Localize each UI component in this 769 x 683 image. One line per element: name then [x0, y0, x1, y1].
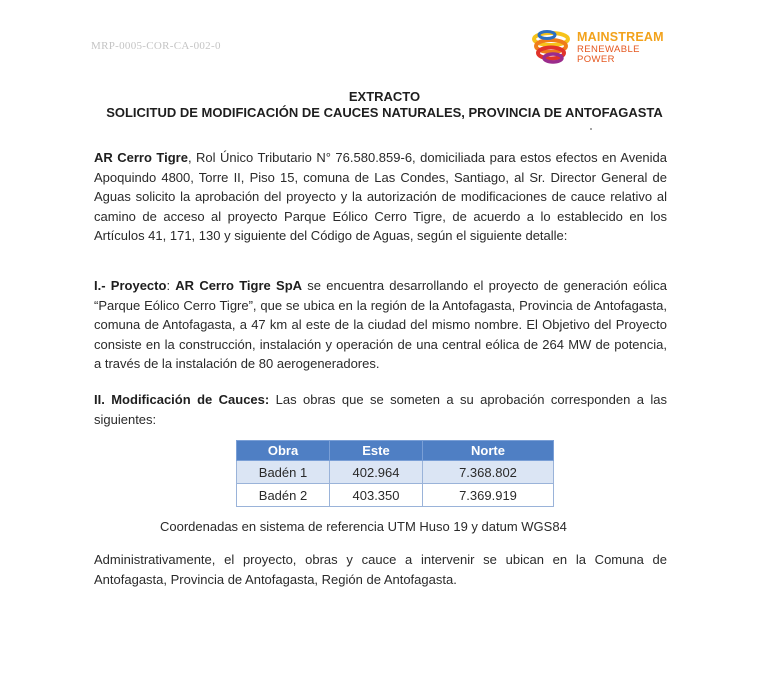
intro-paragraph: [94, 148, 667, 246]
table-row: [237, 484, 554, 507]
logo-text-power: POWER: [577, 54, 615, 65]
company-logo: [531, 27, 671, 67]
logo-text-mainstream: MAINSTREAM: [577, 30, 664, 44]
table-row: [237, 461, 554, 484]
project-company: AR Cerro Tigre SpA: [175, 278, 303, 293]
header-norte: Norte: [423, 441, 554, 461]
cauces-paragraph: [94, 390, 667, 429]
cell-obra: Badén 2: [237, 484, 330, 507]
title-solicitud: SOLICITUD DE MODIFICACIÓN DE CAUCES NATURALES, PROVINCIA DE ANTOFAGASTA: [106, 105, 663, 120]
cell-obra: Badén 1: [237, 461, 330, 484]
table-header-row: [237, 441, 554, 461]
project-text: se encuentra desarrollando el proyecto de generación eólica “Parque Eólico Cerro Tigre”, que se ubica en la región de la Antofagasta, Provincia de Antofagasta, comuna de Antofagasta, a 47 km al este de la ciudad del mismo nombre. El Objetivo del Proyecto consiste en la construcción, instalación y operación de una central eólica de 264 MW de potencia, a través de la instalación de 80 aerogeneradores.: [94, 278, 668, 371]
cell-norte: 7.368.802: [423, 461, 554, 484]
intro-text: , Rol Único Tributario N° 76.580.859-6, domiciliada para estos efectos en Avenida Apoquindo 4800, Torre II, Piso 15, comuna de Las Condes, Santiago, al Sr. Director General de Aguas solicito la aprobación del proyecto y la autorización de modificaciones de cauce relativo al camino de acceso al proyecto Parque Eólico Cerro Tigre, de acuerdo a lo establecido en los Artículos 41, 171, 130 y siguiente del Código de Aguas, según el siguiente detalle:: [94, 150, 667, 243]
project-heading: I.- Proyecto: [94, 278, 167, 293]
header-este: Este: [330, 441, 423, 461]
cauces-heading: II. Modificación de Cauces:: [94, 392, 270, 407]
coordinates-table: [236, 440, 554, 507]
table-caption: Coordenadas en sistema de referencia UTM Huso 19 y datum WGS84: [160, 519, 567, 534]
project-paragraph: [94, 276, 667, 374]
cell-este: 402.964: [330, 461, 423, 484]
scan-speck: [590, 128, 592, 130]
logo-text-renewable: RENEWABLE: [577, 44, 640, 55]
document-code: MRP-0005-COR-CA-002-0: [91, 40, 221, 52]
logo-swirl-icon: [531, 27, 573, 65]
intro-company: AR Cerro Tigre: [94, 150, 188, 165]
closing-paragraph: Administrativamente, el proyecto, obras y cauce a intervenir se ubican en la Comuna de Antofagasta, Provincia de Antofagasta, Región de Antofagasta.: [94, 552, 667, 587]
cauces-text: Las obras que se someten a su aprobación corresponden a las siguientes:: [94, 392, 668, 427]
header-obra: Obra: [237, 441, 330, 461]
cell-norte: 7.369.919: [423, 484, 554, 507]
project-sep: :: [166, 278, 176, 293]
title-extracto: EXTRACTO: [348, 89, 421, 104]
cell-este: 403.350: [330, 484, 423, 507]
